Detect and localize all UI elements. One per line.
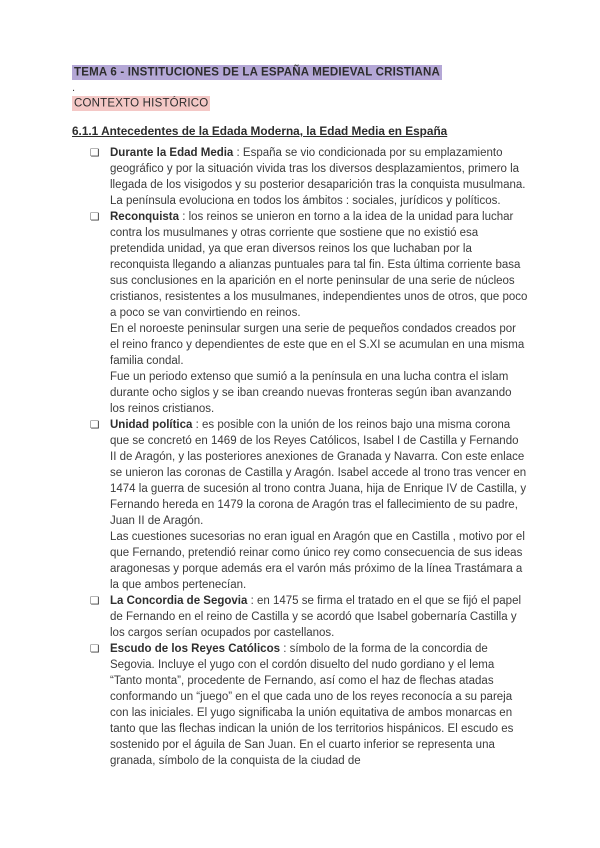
bullet-paragraph: Las cuestiones sucesorias no eran igual en Aragón que en Castilla , motivo por el que Fernando, pretendió reinar como único rey como consecuencia de sus ideas aragonesas y porque además era el varón más próximo de la línea Trastámara a la que ambos pertenecían.	[110, 531, 525, 591]
separator-dot: .	[72, 82, 76, 94]
list-item	[72, 145, 528, 209]
bullet-lead: Durante la Edad Media	[110, 147, 234, 159]
square-bullet-icon: ❏	[90, 211, 100, 223]
bullet-text: : símbolo de la forma de la concordia de Segovia. Incluye el yugo con el cordón disuelto del nudo gordiano y el lema “Tanto monta”, procedente de Fernando, así como el haz de flechas atadas conformando un “juego” en el que cada uno de los reyes reconocía a su pareja con las iniciales. El yugo significaba la unión equitativa de ambos monarcas en tanto que las flechas indican la unión de los territorios hispánicos. El escudo es sostenido por el águila de San Juan. En el cuarto inferior se representa una granada, símbolo de la conquista de la ciudad de	[110, 643, 514, 767]
list-item	[72, 417, 528, 593]
bullet-list	[72, 145, 528, 769]
bullet-text: : es posible con la unión de los reinos bajo una misma corona que se concretó en 1469 de los Reyes Católicos, Isabel I de Castilla y Fernando II de Aragón, y las posteriores anexiones de Granada y Navarra. Con este enlace se unieron las coronas de Castilla y Aragón. Isabel accede al trono tras vencer en 1474 la guerra de sucesión al trono contra Juana, hija de Enrique IV de Castilla, y Fernando hereda en 1479 la corona de Aragón tras el fallecimiento de su padre, Juan II de Aragón.	[110, 419, 527, 527]
bullet-text: : España se vio condicionada por su emplazamiento geográfico y por la situación vivida tras los diversos desplazamientos, primero la llegada de los visigodos y su posterior desaparición tras la conquista musulmana. La península evoluciona en todos los ámbitos : sociales, jurídicos y políticos.	[110, 147, 526, 207]
bullet-paragraph: Fue un periodo extenso que sumió a la península en una lucha contra el islam durante ocho siglos y se iban creando nuevas fronteras según iban avanzando los reinos cristianos.	[110, 371, 512, 415]
square-bullet-icon: ❏	[90, 595, 100, 607]
section-heading: 6.1.1 Antecedentes de la Edada Moderna, la Edad Media en España	[72, 124, 448, 138]
bullet-body	[110, 417, 528, 593]
bullet-body	[110, 641, 528, 769]
bullet-paragraph	[110, 209, 528, 321]
bullet-body	[110, 145, 528, 209]
square-bullet-icon: ❏	[90, 643, 100, 655]
bullet-body	[110, 209, 528, 417]
title-line	[72, 64, 528, 81]
list-item	[72, 593, 528, 641]
bullet-text: : en 1475 se firma el tratado en el que se fijó el papel de Fernando en el reino de Castilla y se acordó que Isabel gobernaría Castilla y los cargos serían ocupados por castellanos.	[110, 595, 522, 639]
square-bullet-icon: ❏	[90, 147, 100, 159]
bullet-paragraph	[110, 593, 528, 641]
subtitle-line	[72, 95, 528, 112]
bullet-paragraph: En el noroeste peninsular surgen una serie de pequeños condados creados por el reino franco y dependientes de este que en el S.XI se acumulan en una misma familia condal.	[110, 323, 525, 367]
bullet-lead: La Concordia de Segovia	[110, 595, 248, 607]
list-item	[72, 641, 528, 769]
bullet-paragraph	[110, 641, 528, 769]
bullet-lead: Reconquista	[110, 211, 180, 223]
list-item	[72, 209, 528, 417]
bullet-paragraph	[110, 417, 528, 529]
document-title: TEMA 6 - INSTITUCIONES DE LA ESPAÑA MEDIEVAL CRISTIANA	[74, 66, 441, 78]
context-historico-heading: CONTEXTO HISTÓRICO	[74, 97, 209, 109]
bullet-body	[110, 593, 528, 641]
bullet-lead: Unidad política	[110, 419, 193, 431]
bullet-text: : los reinos se unieron en torno a la idea de la unidad para luchar contra los musulmanes y otras corriente que sostiene que no existió esa pretendida unidad, ya que eran diversos reinos los que luchaban por la reconquista llegando a alianzas puntuales para tal fin. Esta última corriente basa sus conclusiones en la aparición en el norte peninsular de una serie de núcleos cristianos, resistentes a los musulmanes, independientes unos de otros, que poco a poco se van convirtiendo en reinos.	[110, 211, 528, 319]
square-bullet-icon: ❏	[90, 419, 100, 431]
bullet-lead: Escudo de los Reyes Católicos	[110, 643, 281, 655]
bullet-paragraph	[110, 145, 528, 209]
